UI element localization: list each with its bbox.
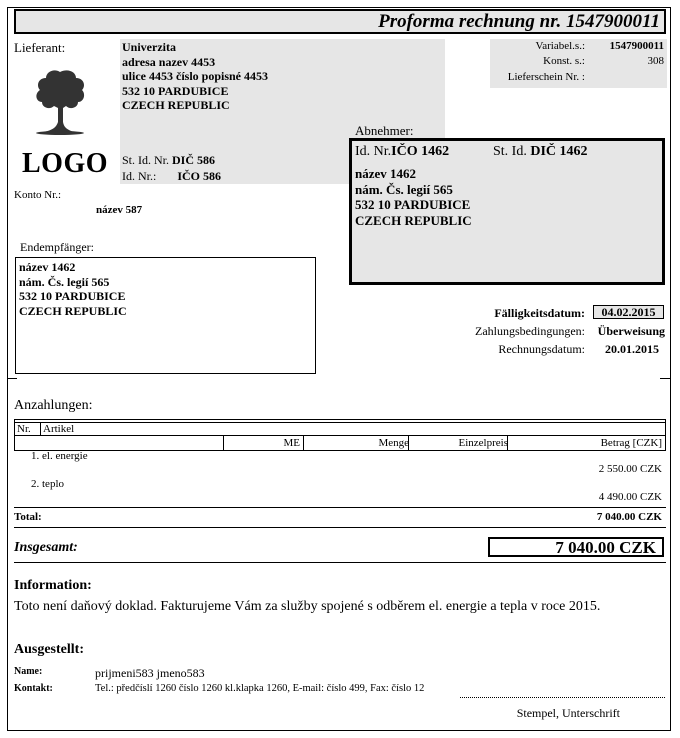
recipient-country: CZECH REPUBLIC [19,303,127,318]
var-symbol-label: Variabel.s.: [535,40,585,52]
table-row-amount: 4 490.00 CZK [598,491,662,503]
supplier-country: CZECH REPUBLIC [122,98,230,112]
issuer-contact-label: Kontakt: [14,683,53,694]
col-menge: Menge [378,437,409,449]
buyer-address [355,166,472,228]
information-text: Toto není daňový doklad. Fakturujeme Vám za služby spojené s odběrem el. energie a tepla v roce 2015. [14,599,601,614]
buyer-vat-value: DIČ 1462 [530,144,588,159]
table-row-item: 2. teplo [31,478,64,490]
supplier-id-label: Id. Nr.: [122,169,157,183]
supplier-address2: ulice 4453 číslo popisné 4453 [122,69,269,83]
total-separator-bottom [14,527,666,528]
total-label: Total: [14,511,42,523]
supplier-address [122,40,268,113]
issuer-name-value: prijmeni583 jmeno583 [95,666,205,680]
col-me: ME [283,437,300,449]
supplier-vat-value: DIČ 586 [172,153,216,167]
col-einzelpreis: Einzelpreis [458,437,508,449]
separator-tick-left [7,378,17,379]
document-title: Proforma rechnung nr. 1547900011 [378,11,660,32]
account-value: název 587 [96,204,143,216]
konst-symbol-value: 308 [647,55,664,67]
buyer-name: název 1462 [355,166,417,181]
total-separator [14,507,666,508]
buyer-label: Abnehmer: [355,123,414,138]
recipient-label: Endempfänger: [20,240,94,254]
payment-terms-value: Überweisung [597,324,665,338]
col-nr: Nr. [17,423,31,435]
col-artikel: Artikel [43,423,75,435]
buyer-vat-label: St. Id. [493,144,527,159]
tree-logo-icon [30,66,92,136]
due-date-label: Fälligkeitsdatum: [494,306,585,320]
signature-label: Stempel, Unterschrift [516,706,620,720]
supplier-id-value: IČO 586 [177,169,222,183]
supplier-label: Lieferant: [14,40,66,55]
buyer-city: 532 10 PARDUBICE [355,197,471,212]
issuer-name-label: Name: [14,666,43,677]
table-row-item: 1. el. energie [31,450,88,462]
buyer-country: CZECH REPUBLIC [355,212,472,228]
recipient-city: 532 10 PARDUBICE [19,289,126,303]
supplier-name: Univerzita [122,40,176,54]
col-betrag: Betrag [CZK] [600,437,662,449]
information-heading: Information: [14,578,92,593]
due-date-value: 04.02.2015 [593,305,664,319]
grand-total-value: 7 040.00 CZK [488,537,664,557]
buyer-id-value: IČO 1462 [391,144,450,159]
buyer-id-label: Id. Nr. [355,144,392,159]
issuer-contact-value: Tel.: předčíslí 1260 číslo 1260 kl.klapka 1260, E-mail: číslo 499, Fax: číslo 12 [95,683,425,694]
invoice-date-value: 20.01.2015 [605,342,659,356]
supplier-vat-row [122,153,215,168]
table-row-amount: 2 550.00 CZK [598,463,662,475]
signature-line [460,697,665,698]
invoice-date-label: Rechnungsdatum: [498,342,585,356]
recipient-name: název 1462 [19,260,76,274]
grand-total-separator [14,562,666,563]
buyer-street: nám. Čs. legií 565 [355,181,453,197]
supplier-id-row [122,169,221,184]
logo-text: LOGO [22,148,109,179]
delivery-note-label: Lieferschein Nr. : [507,71,585,83]
var-symbol-value: 1547900011 [609,40,664,52]
recipient-address [19,260,127,318]
buyer-id-row [355,144,449,160]
supplier-address1: adresa nazev 4453 [122,54,216,69]
issuer-heading: Ausgestellt: [14,642,84,657]
separator-tick-right [660,378,671,379]
recipient-street: nám. Čs. legií 565 [19,274,110,289]
konst-symbol-label: Konst. s.: [543,55,585,67]
grand-total-label: Insgesamt: [14,540,78,555]
supplier-city: 532 10 PARDUBICE [122,83,229,98]
supplier-vat-label: St. Id. Nr. [122,153,170,167]
total-value: 7 040.00 CZK [596,511,662,523]
deposits-heading: Anzahlungen: [14,398,93,413]
payment-terms-label: Zahlungsbedingungen: [475,324,585,338]
buyer-vat-row [493,144,588,160]
account-label: Konto Nr.: [14,189,62,201]
